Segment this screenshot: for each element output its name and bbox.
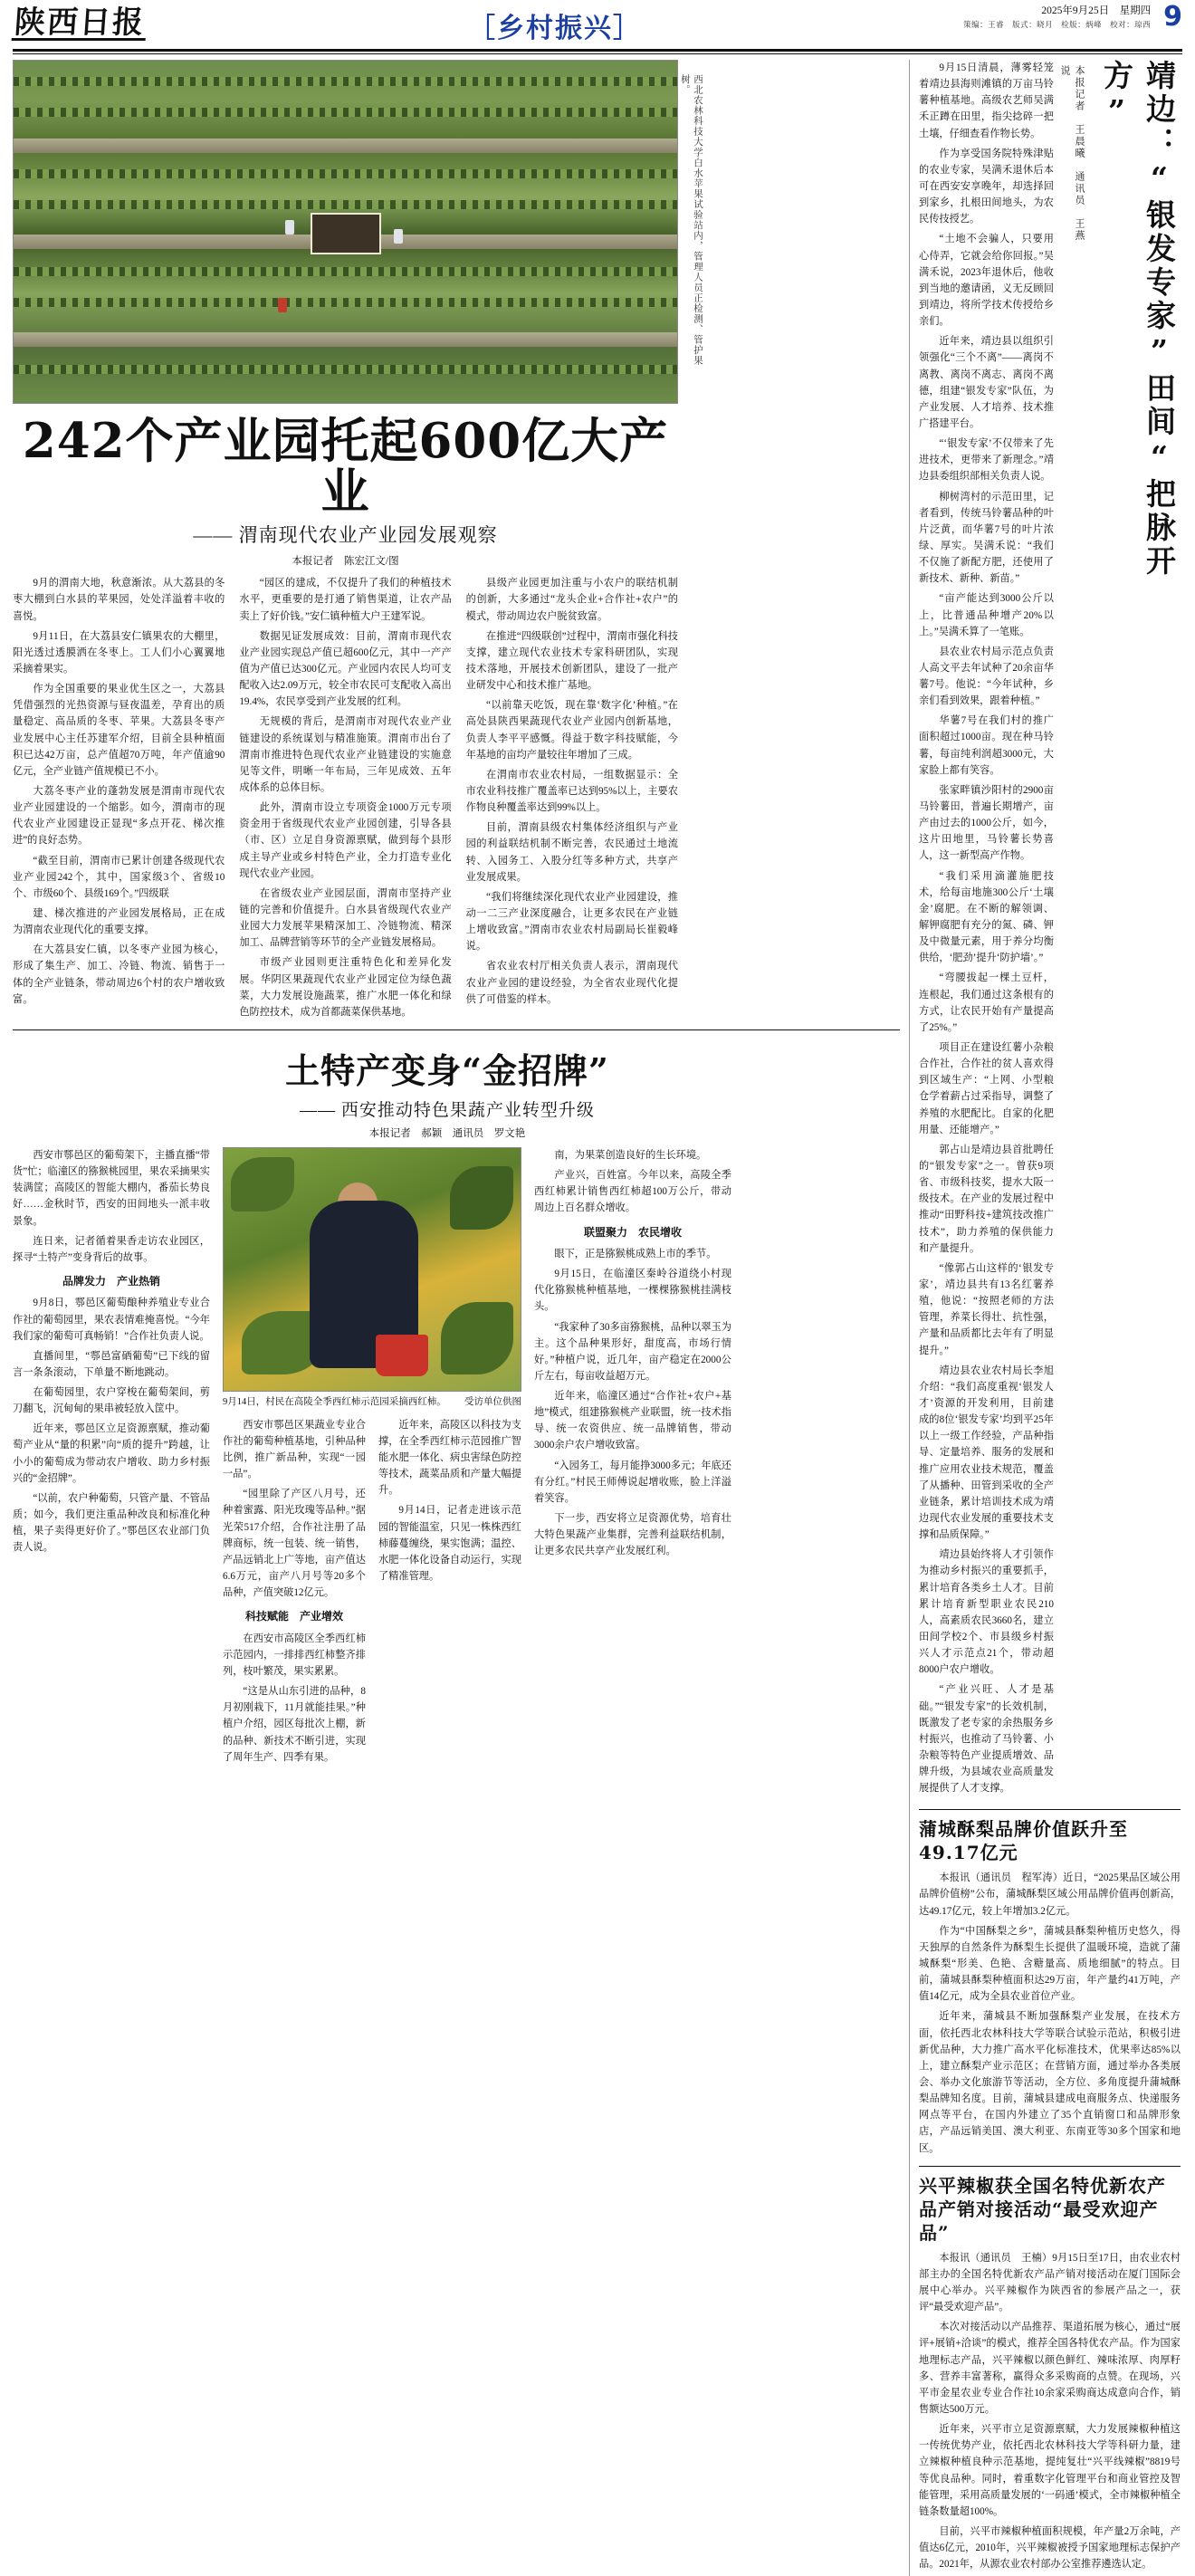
- feature2-column-1: [13, 1147, 210, 1769]
- feature2-block: [13, 1043, 882, 1769]
- right-column: [909, 60, 1181, 2576]
- paragraph: 项目正在建设红薯小杂粮合作社，合作社的贫人喜欢得到区域生产：“上网、小型粮仓学着薪占过采指导，调整了养殖的水肥配比。自家的化肥用量、还能增产。”: [919, 1042, 1054, 1135]
- masthead-left: [13, 4, 147, 41]
- paragraph: 本次对接活动以产品推荐、渠道拓展为核心，通过“展评+展销+洽谈”的模式，推荐全国各特优农产品。作为国家地理标志产品，兴平辣椒以颜色鲜红、辣味浓厚、肉厚籽多、营养丰富著称，赢得众多采购商的点赞。在现场，兴平市金星农业专业合作社10余家采购商达成意向合作，销售额达500万元。: [919, 2322, 1181, 2415]
- feature-divider: [13, 1029, 900, 1030]
- right-feature-body: [919, 60, 1054, 1800]
- photo-credit: 受访单位供图: [464, 1396, 521, 1407]
- feature2-column-5: [534, 1147, 731, 1769]
- paragraph: 西安市鄠邑区果蔬业专业合作社的葡萄种植基地，引种品种比例，推广新品种，实现“一园一品”。: [223, 1419, 366, 1480]
- paragraph: 连日来，记者循着果香走访农业园区，探寻“土特产”变身背后的故事。: [13, 1235, 210, 1263]
- hero-photo: [13, 60, 678, 404]
- paragraph: 9月的渭南大地，秋意渐浓。从大荔县的冬枣大棚到白水县的苹果园，处处洋溢着丰收的喜悦。: [13, 578, 225, 622]
- paragraph: 无规模的背后，是渭南市对现代农业产业链建设的系统谋划与精准施策。渭南市出台了渭南市推进特色现代农业产业链建设的实施意见等文件，明晰一年布局，三年见成效、五年成体系的总体目标。: [239, 716, 452, 793]
- paragraph: 作为全国重要的果业优生区之一，大荔县凭借强烈的光热资源与昼夜温差，孕育出的质量稳定、高品质的冬枣、苹果。大荔县冬枣产业发展中心主任苏建军介绍，目前全县种植面积已达42万亩，总产值超70万吨，年产值逾90亿元，全产业链产值规模已不小。: [13, 684, 225, 777]
- paragraph: 此外，渭南市设立专项资金1000万元专项资金用于省级现代农业产业园创建，引导各县（市、区）立足自身资源禀赋，做到每个县形成主导产业或乡村特色产业，全力打造专业化现代农业产业园。: [239, 802, 452, 879]
- paragraph: 在大荔县安仁镇，以冬枣产业园为核心，形成了集生产、加工、冷链、物流、销售于一体的全产业链条，带动周边6个村的农户增收致富。: [13, 944, 225, 1005]
- feature2-photo: [223, 1147, 521, 1392]
- feature2-photo-caption: [223, 1395, 521, 1410]
- feature2-column-3: [223, 1417, 366, 1769]
- brief-title: 兴平辣椒获全国名特优新农产品产销对接活动“最受欢迎产品”: [919, 2174, 1166, 2244]
- paragraph: 在葡萄园里，农户穿梭在葡萄架间，剪刀翻飞，沉甸甸的果串被轻放入筐中。: [13, 1387, 210, 1415]
- paragraph: 9月14日，记者走进该示范园的智能温室，只见一株株西红柿藤蔓缠绕，果实饱满；温控、水肥一体化设备自动运行，实现了精准管理。: [378, 1505, 521, 1582]
- paragraph: 直播间里，“鄠邑富硒葡萄”已下线的留言一条条滚动，下单量不断地跳动。: [13, 1350, 210, 1378]
- paragraph: “‘银发专家’不仅带来了先进技术，更带来了新理念。”靖边县委组织部相关负责人说。: [919, 438, 1054, 483]
- right-feature: [919, 60, 1181, 1800]
- paragraph: 9月8日，鄠邑区葡萄酿种养殖业专业合作社的葡萄园里，果农表情难掩喜悦。“今年我们家的葡萄可真畅销！”合作社负责人说。: [13, 1298, 210, 1342]
- paragraph: “我们将继续深化现代农业产业园建设，推动一二三产业深度融合，让更多农民在产业链上增收致富。”渭南市农业农村局副局长崔毅峰说。: [465, 891, 678, 953]
- paragraph: 县级产业园更加注重与小农户的联结机制的创新，大多通过“龙头企业+合作社+农户”的模式，带动周边农户脱贫致富。: [465, 578, 678, 622]
- paragraph: 作为享受国务院特殊津贴的农业专家，吴满禾退休后本可在西安安享晚年，却选择回到家乡，扎根田间地头，为农民传技授艺。: [919, 148, 1054, 225]
- hero-photo-caption: 西北农林科技大学白水苹果试验站内，管理人员正检测、管护果树。: [679, 74, 703, 366]
- paragraph: 柳树湾村的示范田里，记者看到，传统马铃薯品种的叶片泛黄，而华薯7号的叶片浓绿、厚实。吴满禾说：“我们不仅施了新配方肥，还使用了新技术、新种、新苗。”: [919, 491, 1054, 585]
- paragraph: 近年来，临潼区通过“合作社+农户+基地”模式，组建猕猴桃产业联盟，统一技术指导、统一农资供应、统一品牌销售，带动3000余户农户增收致富。: [534, 1391, 731, 1451]
- paragraph: “园里除了产区八月号，还种着蜜露、阳光玫瑰等品种。”据光荣517介绍，合作社注册了品牌商标，统一包装、统一销售，产品远销北上广等地，亩产值达6.6万元，亩产八月号等20多个品种，产值突破12亿元。: [223, 1489, 366, 1599]
- paragraph: 作为“中国酥梨之乡”，蒲城县酥梨种植历史悠久，得天独厚的自然条件为酥梨生长提供了温暖环境，造就了蒲城酥梨“形美、色艳、含糖量高、质地细腻”的特点。目前，蒲城县酥梨种植面积达29万亩，年产量约41万吨，产值14亿元，成为全县农业首位产业。: [919, 1925, 1181, 2003]
- newspaper-logo: 陕西日报: [12, 4, 148, 41]
- paragraph: 大荔冬枣产业的蓬勃发展是渭南市现代农业产业园建设的一个缩影。如今，渭南市的现代农业产业园建设正显现“多点开花、梯次推进”的良好态势。: [13, 785, 225, 847]
- paragraph: “产业兴旺、人才是基础。”“银发专家”的长效机制，既激发了老专家的余热服务乡村振兴，也推动了马铃薯、小杂粮等特色产业提质增效、品牌升级，为县域农业高质量发展提供了人才支撑。: [919, 1684, 1054, 1795]
- paragraph: 郭占山是靖边县首批聘任的“银发专家”之一。曾获9项省、市级科技奖，提水大阪一级技术。在产业的发展过程中推动“田野科技+建筑技改推广技术”，助力养殖的保供能力和产量提升。: [919, 1144, 1054, 1254]
- paragraph: 9月15日，在临潼区秦岭谷道绕小村现代化猕猴桃种植基地，一棵棵猕猴桃挂满枝头。: [534, 1269, 731, 1313]
- paragraph: 西安市鄠邑区的葡萄架下，主播直播“带货”忙；临潼区的猕猴桃园里，果农采摘果实装满筐；高陵区的智能大棚内，番茄长势良好……金秋时节，西安的田间地头一派丰收景象。: [13, 1149, 210, 1227]
- left-zone: [13, 60, 900, 2576]
- masthead: [13, 0, 1182, 47]
- feature1-subhead: —— 渭南现代农业产业园发展观察: [193, 524, 498, 547]
- section-title: ［乡村振兴］: [468, 13, 643, 44]
- feature2-subheading: 科技赋能 产业增效: [244, 1610, 343, 1623]
- paragraph: 张家畔镇沙阳村的2900亩马铃薯田，普遍长期增产，亩产由过去的1000公斤，如今，这片田地里，马铃薯长势喜人，这一新型高产作物。: [919, 784, 1054, 862]
- paragraph: 近年来，靖边县以组织引领强化“三个不离”——离岗不离教、离岗不离志、离岗不离德，组建“银发专家”队伍，为产业发展、人才培养、技术推广搭建平台。: [919, 336, 1054, 429]
- masthead-right: [963, 1, 1182, 33]
- feature2-byline: 本报记者 郝颖 通讯员 罗文艳: [368, 1127, 526, 1139]
- paragraph: “像郭占山这样的‘银发专家’，靖边县共有13名红薯养殖，他说：“按照老师的方法管理，养菜长得壮、抗性强，产量和品质都比去年有了明显提升。”: [919, 1262, 1054, 1356]
- hero-photo-block: [13, 60, 703, 404]
- paragraph: 市级产业园则更注重特色化和差异化发展。华阴区果蔬现代农业产业园定位为绿色蔬菜，大力发展设施蔬菜，推广水肥一体化和绿色防控技术，成为首都蔬菜保供基地。: [239, 957, 452, 1018]
- editorial-credits: 策编：王睿 版式：晓月 检版：炳峰 校对：琼西: [963, 20, 1152, 30]
- feature2-subhead: —— 西安推动特色果蔬产业转型升级: [300, 1100, 595, 1120]
- paragraph: 南，为果菜创造良好的生长环境。: [554, 1149, 707, 1161]
- paragraph: “以前，农户种葡萄，只管产量、不管品质；如今，我们更注重品种改良和标准化种植，果子卖得更好价了。”鄠邑区农业部门负责人说。: [13, 1492, 210, 1554]
- page-title: 242个产业园托起600亿大产业: [22, 413, 669, 520]
- brief-title: 蒲城酥梨品牌价值跃升至49.17亿元: [919, 1818, 1128, 1864]
- right-feature-title: 靖边：“银发专家”田间“把脉开方”: [1099, 60, 1177, 579]
- paragraph: 本报讯（通讯员 程军涛）近日，“2025果品区域公用品牌价值榜”公布，蒲城酥梨区域公用品牌价值再创新高，达49.17亿元，较上年增加3.2亿元。: [919, 1872, 1181, 1917]
- paragraph: 数据见证发展成效：目前，渭南市现代农业产业园实现总产值已超600亿元，其中一产产值为产值已达300亿元。产业园内农民人均可支配收入达2.09万元，较全市农民可支配收入高出19.4%，农民享受到产业发展的红利。: [239, 630, 452, 708]
- paragraph: 产业兴，百姓富。今年以来，高陵全季西红柿累计销售西红柿超100万公斤，带动周边上百名群众增收。: [534, 1170, 731, 1214]
- paragraph: 省农业农村厅相关负责人表示，渭南现代农业产业园的建设经验，为全省农业现代化提供了可借鉴的样本。: [465, 961, 678, 1005]
- paragraph: 近年来，鄠邑区立足资源禀赋，推动葡萄产业从“量的积累”向“质的提升”跨越，让小小的葡萄成为带动农户增收、助力乡村振兴的“金招牌”。: [13, 1423, 210, 1484]
- feature2-subheading: 品牌发力 产业热销: [62, 1274, 160, 1288]
- paragraph: 近年来，兴平市立足资源禀赋，大力发展辣椒种植这一传统优势产业，依托西北农林科技大学等科研力量，建立辣椒种植良种示范基地，提纯复壮“兴平线辣椒”8819号等优良品种。同时，着重数字化管理平台和商业管控及智能管理，采用高质量发展的‘一码通’模式，全市辣椒种植全链条数量超100%。: [919, 2424, 1181, 2517]
- paragraph: 眼下，正是猕猴桃成熟上市的季节。: [554, 1248, 717, 1259]
- paragraph: 靖边县农业农村局长李旭介绍：“我们高度重视‘银发人才’资源的开发利用，目前建成的8位‘银发专家’均到平25年以上一级工作经验，产品种指导、定量培养、服务的发展和推广应用农业技术规范，覆盖了从播种、田管到采收的全产业链条，累计培训技术成为靖边现代农业发展的重要技术支撑和品质保障。”: [919, 1365, 1054, 1541]
- feature1-byline: 本报记者 陈宏江文/图: [292, 556, 399, 568]
- brief-1: [919, 1809, 1181, 2156]
- paragraph: “我家种了30多亩猕猴桃，品种以翠玉为主。这个品种果形好，甜度高，市场行情好。”种植户说，近几年，亩产稳定在2000公斤左右，每亩收益超万元。: [534, 1321, 731, 1382]
- paragraph: “以前靠天吃饭，现在靠‘数字化’种植。”在高处县陕西果蔬现代农业产业园内创新基地，负责人李平平感慨。得益于数字科技赋能，今年基地的亩均产量较往年增加了三成。: [465, 700, 678, 761]
- paragraph: “我们采用滴灌施肥技术，给每亩地施300公斤‘土壤金’腐肥。在不断的解领调、解钾腐肥有充分的氮、磷、钾及中微量元素，用于养分均衡供给，‘肥劲’提升‘防护墙’。”: [919, 870, 1054, 964]
- paragraph: “园区的建成，不仅提升了我们的种植技术水平，更重要的是打通了销售渠道，让农产品卖上了好价钱。”安仁镇种植大户王建军说。: [239, 578, 452, 622]
- paragraph: “土地不会骗人，只要用心侍弄，它就会给你回报。”吴满禾说，2023年退休后，他收到当地的邀请函，义无反顾回到靖边，将所学技术传授给乡亲们。: [919, 234, 1054, 328]
- paragraph: 靖边县始终将人才引领作为推动乡村振兴的重要抓手，累计培育各类乡土人才。目前累计培育新型职业农民210人，高素质农民3660名，建立田间学校2个、市县级乡村振兴人才示范点21个，带动超8000户农户增收。: [919, 1549, 1054, 1676]
- right-feature-byline: 本报记者 王晨曦 通讯员 王燕说: [1059, 65, 1085, 242]
- paragraph: 下一步，西安将立足资源优势，培育壮大特色果蔬产业集群，完善利益联结机制，让更多农民共享产业发展红利。: [534, 1513, 731, 1557]
- masthead-rule-thin: [13, 53, 1182, 54]
- feature2-column-3b: [378, 1417, 521, 1769]
- paragraph: 在西安市高陵区全季西红柿示范园内，一排排西红柿整齐排列，枝叶繁茂，果实累累。: [223, 1633, 366, 1677]
- brief-2: [919, 2166, 1181, 2573]
- feature2-title: 土特产变身“金招牌”: [285, 1049, 609, 1091]
- paragraph: 目前，兴平市辣椒种植面积规模，年产量2万余吨，产值达6亿元，2010年，兴平辣椒被授予国家地理标志保护产品。2021年，从源农业农村部办公室推荐遴选认定。: [919, 2525, 1181, 2571]
- feature2-grid: [13, 1147, 882, 1769]
- paragraph: 9月11日，在大荔县安仁镇果农的大棚里，阳光透过透膜洒在冬枣上。工人们小心翼翼地采摘着果实。: [13, 630, 225, 675]
- feature1-body: [13, 575, 678, 1020]
- paragraph: 县农业农村局示范点负责人高文平去年试种了20余亩华薯7号。他说：“今年试种，乡亲们看到效果，跟着种植。”: [919, 646, 1054, 707]
- feature2-photo-block: [223, 1147, 521, 1769]
- paragraph: 近年来，高陵区以科技为支撑，在全季西红柿示范园推广智能水肥一体化、病虫害绿色防控等技术，蔬菜品质和产量大幅提升。: [378, 1419, 521, 1497]
- paragraph: “这是从山东引进的品种，8月初刚栽下，11月就能挂果。”种植户介绍，园区每批次上棚，新的品种、新技术不断引进，实现了周年生产、四季有果。: [223, 1686, 366, 1763]
- paragraph: 目前，渭南县级农村集体经济组织与产业园的利益联结机制不断完善，农民通过土地流转、入园务工、入股分红等多种方式，共享产业发展成果。: [465, 822, 678, 883]
- paragraph: 近年来，蒲城县不断加强酥梨产业发展，在技术方面，依托西北农林科技大学等联合试验示范站，积极引进新优品种，大力推广高水平化标准技术，优果率达85%以上，建立酥梨产业示范区；在营销方面，通过举办各类展会、举办文化旅游节等活动，全方位、多角度提升蒲城酥梨品牌知名度。目前，蒲城县建成电商服务点、快递服务网点等平台，在国内外建立了35个直销窗口和品牌形象店，产品远销美国、澳大利亚、东南亚等30多个国家和地区。: [919, 2011, 1181, 2154]
- paragraph: “入园务工，每月能挣3000多元；年底还有分红。”村民王师傅说起增收账，脸上洋溢着笑容。: [534, 1460, 731, 1504]
- page-content: [13, 60, 1182, 2576]
- paragraph: “截至目前，渭南市已累计创建各级现代农业产业园242个，其中，国家级3个、省级10个、市级60个、县级169个。”四级联: [13, 855, 225, 899]
- page-number: 9: [1163, 1, 1182, 33]
- feature2-subheading: 联盟聚力 农民增收: [583, 1225, 682, 1239]
- paragraph: 华薯7号在我们村的推广面积超过1000亩。现在种马铃薯，每亩纯利润超3000元，大家脸上都有笑容。: [919, 715, 1054, 776]
- paragraph: 在渭南市农业农村局，一组数据显示：全市农业科技推广覆盖率已达到95%以上，主要农作物良种覆盖率达到99%以上。: [465, 769, 678, 814]
- paragraph: 9月15日清晨，薄雾轻笼着靖边县海则滩镇的万亩马铃薯种植基地。高级农艺师吴满禾正蹲在田里，指尖捻碎一把土壤，仔细查看作物长势。: [919, 62, 1054, 139]
- masthead-rule-thick: [13, 49, 1182, 52]
- paragraph: 建、梯次推进的产业园发展格局，正在成为渭南农业现代化的重要支撑。: [13, 907, 225, 936]
- paragraph: 在推进“四级联创”过程中，渭南市强化科技支撑，建立现代农业技术专家科研团队，实现技术落地，开展技术创新团队，建设了一批产业研发中心和技术推广基地。: [465, 630, 678, 692]
- publication-date: 2025年9月25日 星期四: [1041, 5, 1152, 16]
- paragraph: 在省级农业产业园层面，渭南市坚持产业链的完善和价值提升。白水县省级现代农业产业园大力发展苹果精深加工、冷链物流、精深加工、品牌营销等环节的全产业链发展格局。: [239, 887, 452, 949]
- paragraph: 本报讯（通讯员 王楠）9月15日至17日，由农业农村部主办的全国名特优新农产品产销对接活动在厦门国际会展中心举办。兴平辣椒作为陕西省的参展产品之一，获评“最受欢迎产品”。: [919, 2252, 1181, 2313]
- paragraph: “亩产能达到3000公斤以上，比普通品种增产20%以上。”吴满禾算了一笔账。: [919, 593, 1054, 637]
- paragraph: “弯腰拔起一棵土豆杆，连根起，我们通过这条根有的方式，让农民开始有产量提高了25%。”: [919, 972, 1054, 1033]
- photo-caption-text: 9月14日，村民在高陵全季西红柿示范园采摘西红柿。: [223, 1396, 446, 1407]
